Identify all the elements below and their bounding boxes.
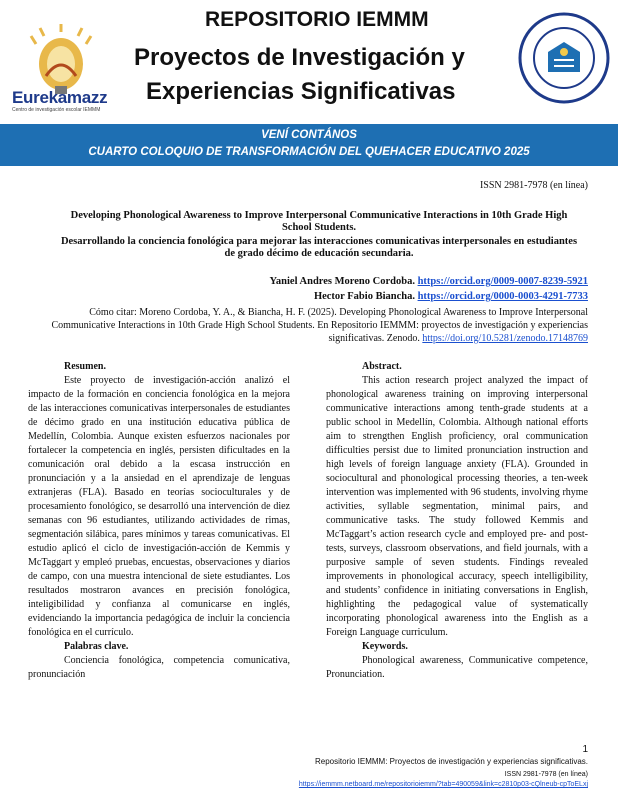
paper-title-spanish: Desarrollando la conciencia fonológica para mejorar las interacciones comunicativas interpersonales en estudiantes de grado décimo de educación secundaria. bbox=[60, 236, 578, 259]
keywords-heading: Keywords. bbox=[362, 641, 408, 652]
author-line bbox=[269, 276, 588, 287]
repository-title: REPOSITORIO IEMMM bbox=[205, 8, 429, 31]
author-line bbox=[314, 291, 588, 302]
palabras-clave: Conciencia fonológica, competencia comunicativa, pronunciación bbox=[28, 655, 290, 680]
resumen-column bbox=[28, 360, 290, 682]
abstract-heading: Abstract. bbox=[362, 361, 402, 372]
event-subtitle: CUARTO COLOQUIO DE TRANSFORMACIÓN DEL QUEHACER EDUCATIVO 2025 bbox=[88, 146, 530, 158]
event-bar bbox=[0, 124, 618, 166]
keywords: Phonological awareness, Communicative competence, Pronunciation. bbox=[326, 655, 588, 680]
doi-link[interactable]: https://doi.org/10.5281/zenodo.17148769 bbox=[422, 333, 588, 344]
repository-subtitle-line1: Proyectos de Investigación y bbox=[134, 44, 465, 71]
paper-title-english: Developing Phonological Awareness to Improve Interpersonal Communicative Interactions in 10th Grade High School Students. bbox=[70, 210, 568, 233]
citation bbox=[30, 306, 588, 345]
header-banner bbox=[0, 0, 618, 124]
footer-issn: ISSN 2981-7978 (en línea) bbox=[504, 771, 588, 778]
issn: ISSN 2981-7978 (en línea) bbox=[479, 180, 588, 191]
event-title: VENÍ CONTÁNOS bbox=[261, 129, 357, 141]
abstract-column bbox=[326, 360, 588, 682]
footer-link[interactable]: https://iemmm.netboard.me/repositorioiemm/?tab=490059&link=c2810p03-cQlneub-cpToELxj bbox=[298, 781, 588, 788]
palabras-clave-heading: Palabras clave. bbox=[64, 641, 129, 652]
brand-name: Eurekamazz bbox=[12, 88, 108, 107]
orcid-link[interactable]: https://orcid.org/0000-0003-4291-7733 bbox=[417, 291, 588, 302]
resumen-body: Este proyecto de investigación-acción analizó el impacto de la formación en conciencia fonológica en la mejora de las interacciones comunicativas interpersonales de estudiantes de décimo grado en una institución educativa pública de Medellín, Colombia. Aunque existen esfuerzos nacionales por fortalecer la competencia en inglés, persisten dificultades en la comunicación oral debido a la escasa instrucción en pronunciación y a la ansiedad en el aprendizaje de lenguas extranjeras (FLA). Basado en teorías socioculturales y de procesamiento fonológico, se desarrolló una intervención de diez semanas con 96 estudiantes, utilizando actividades de rimas, segmentación silábica, pares mínimos y tareas comunicativas. El estudio aplicó el ciclo de investigación-acción de Kemmis y McTaggart y empleó pruebas, encuestas, observaciones y diarios de campo, con una muestra intencional de siete estudiantes. Los resultados mostraron avances en precisión fonológica, inteligibilidad y confianza al comunicarse en inglés, evidenciando la importancia pedagógica de incluir la conciencia fonológica en el currículo. bbox=[28, 375, 290, 638]
repository-subtitle-line2: Experiencias Significativas bbox=[146, 78, 456, 105]
author-name: Yaniel Andres Moreno Cordoba. bbox=[269, 276, 415, 287]
footer-repository: Repositorio IEMMM: Proyectos de investigación y experiencias significativas. bbox=[314, 757, 588, 766]
abstract-body: This action research project analyzed the impact of phonological awareness training on improving interpersonal communicative interactions among tenth-grade students at a public school in Medellín, Colombia. Although national efforts aim to strengthen English proficiency, oral communication difficulties persist due to limited pronunciation instruction and high levels of foreign language anxiety (FLA). Grounded in sociocultural and phonological processing theories, a ten-week intervention was implemented with 96 students, involving rhyme activities, syllable segmentation, minimal pairs, and communicative tasks. The study followed Kemmis and McTaggart’s action research cycle and employed pre- and post-tests, surveys, classroom observations, and field journals, with a purposive sample of seven students. Findings revealed improvements in phonological accuracy, speech intelligibility, and students’ confidence in initiating conversations in English, highlighting the pedagogical value of systematically incorporating phonological awareness into the English as a Foreign Language curriculum. bbox=[326, 375, 588, 638]
author-name: Hector Fabio Biancha. bbox=[313, 291, 415, 302]
orcid-link[interactable]: https://orcid.org/0009-0007-8239-5921 bbox=[417, 276, 588, 287]
citation-text: Cómo citar: Moreno Cordoba, Y. A., & Biancha, H. F. (2025). Developing Phonological Awareness to Improve Interpersonal Communicative Interactions in 10th Grade High School Students. En Repositorio IEMMM: proyectos de investigación y experiencias significativas. Zenodo. bbox=[51, 307, 588, 344]
brand-subtitle: Centro de investigación escolar IEMMM bbox=[12, 107, 101, 113]
resumen-heading: Resumen. bbox=[64, 361, 106, 372]
page-number: 1 bbox=[582, 744, 588, 755]
school-seal-icon bbox=[518, 12, 610, 104]
